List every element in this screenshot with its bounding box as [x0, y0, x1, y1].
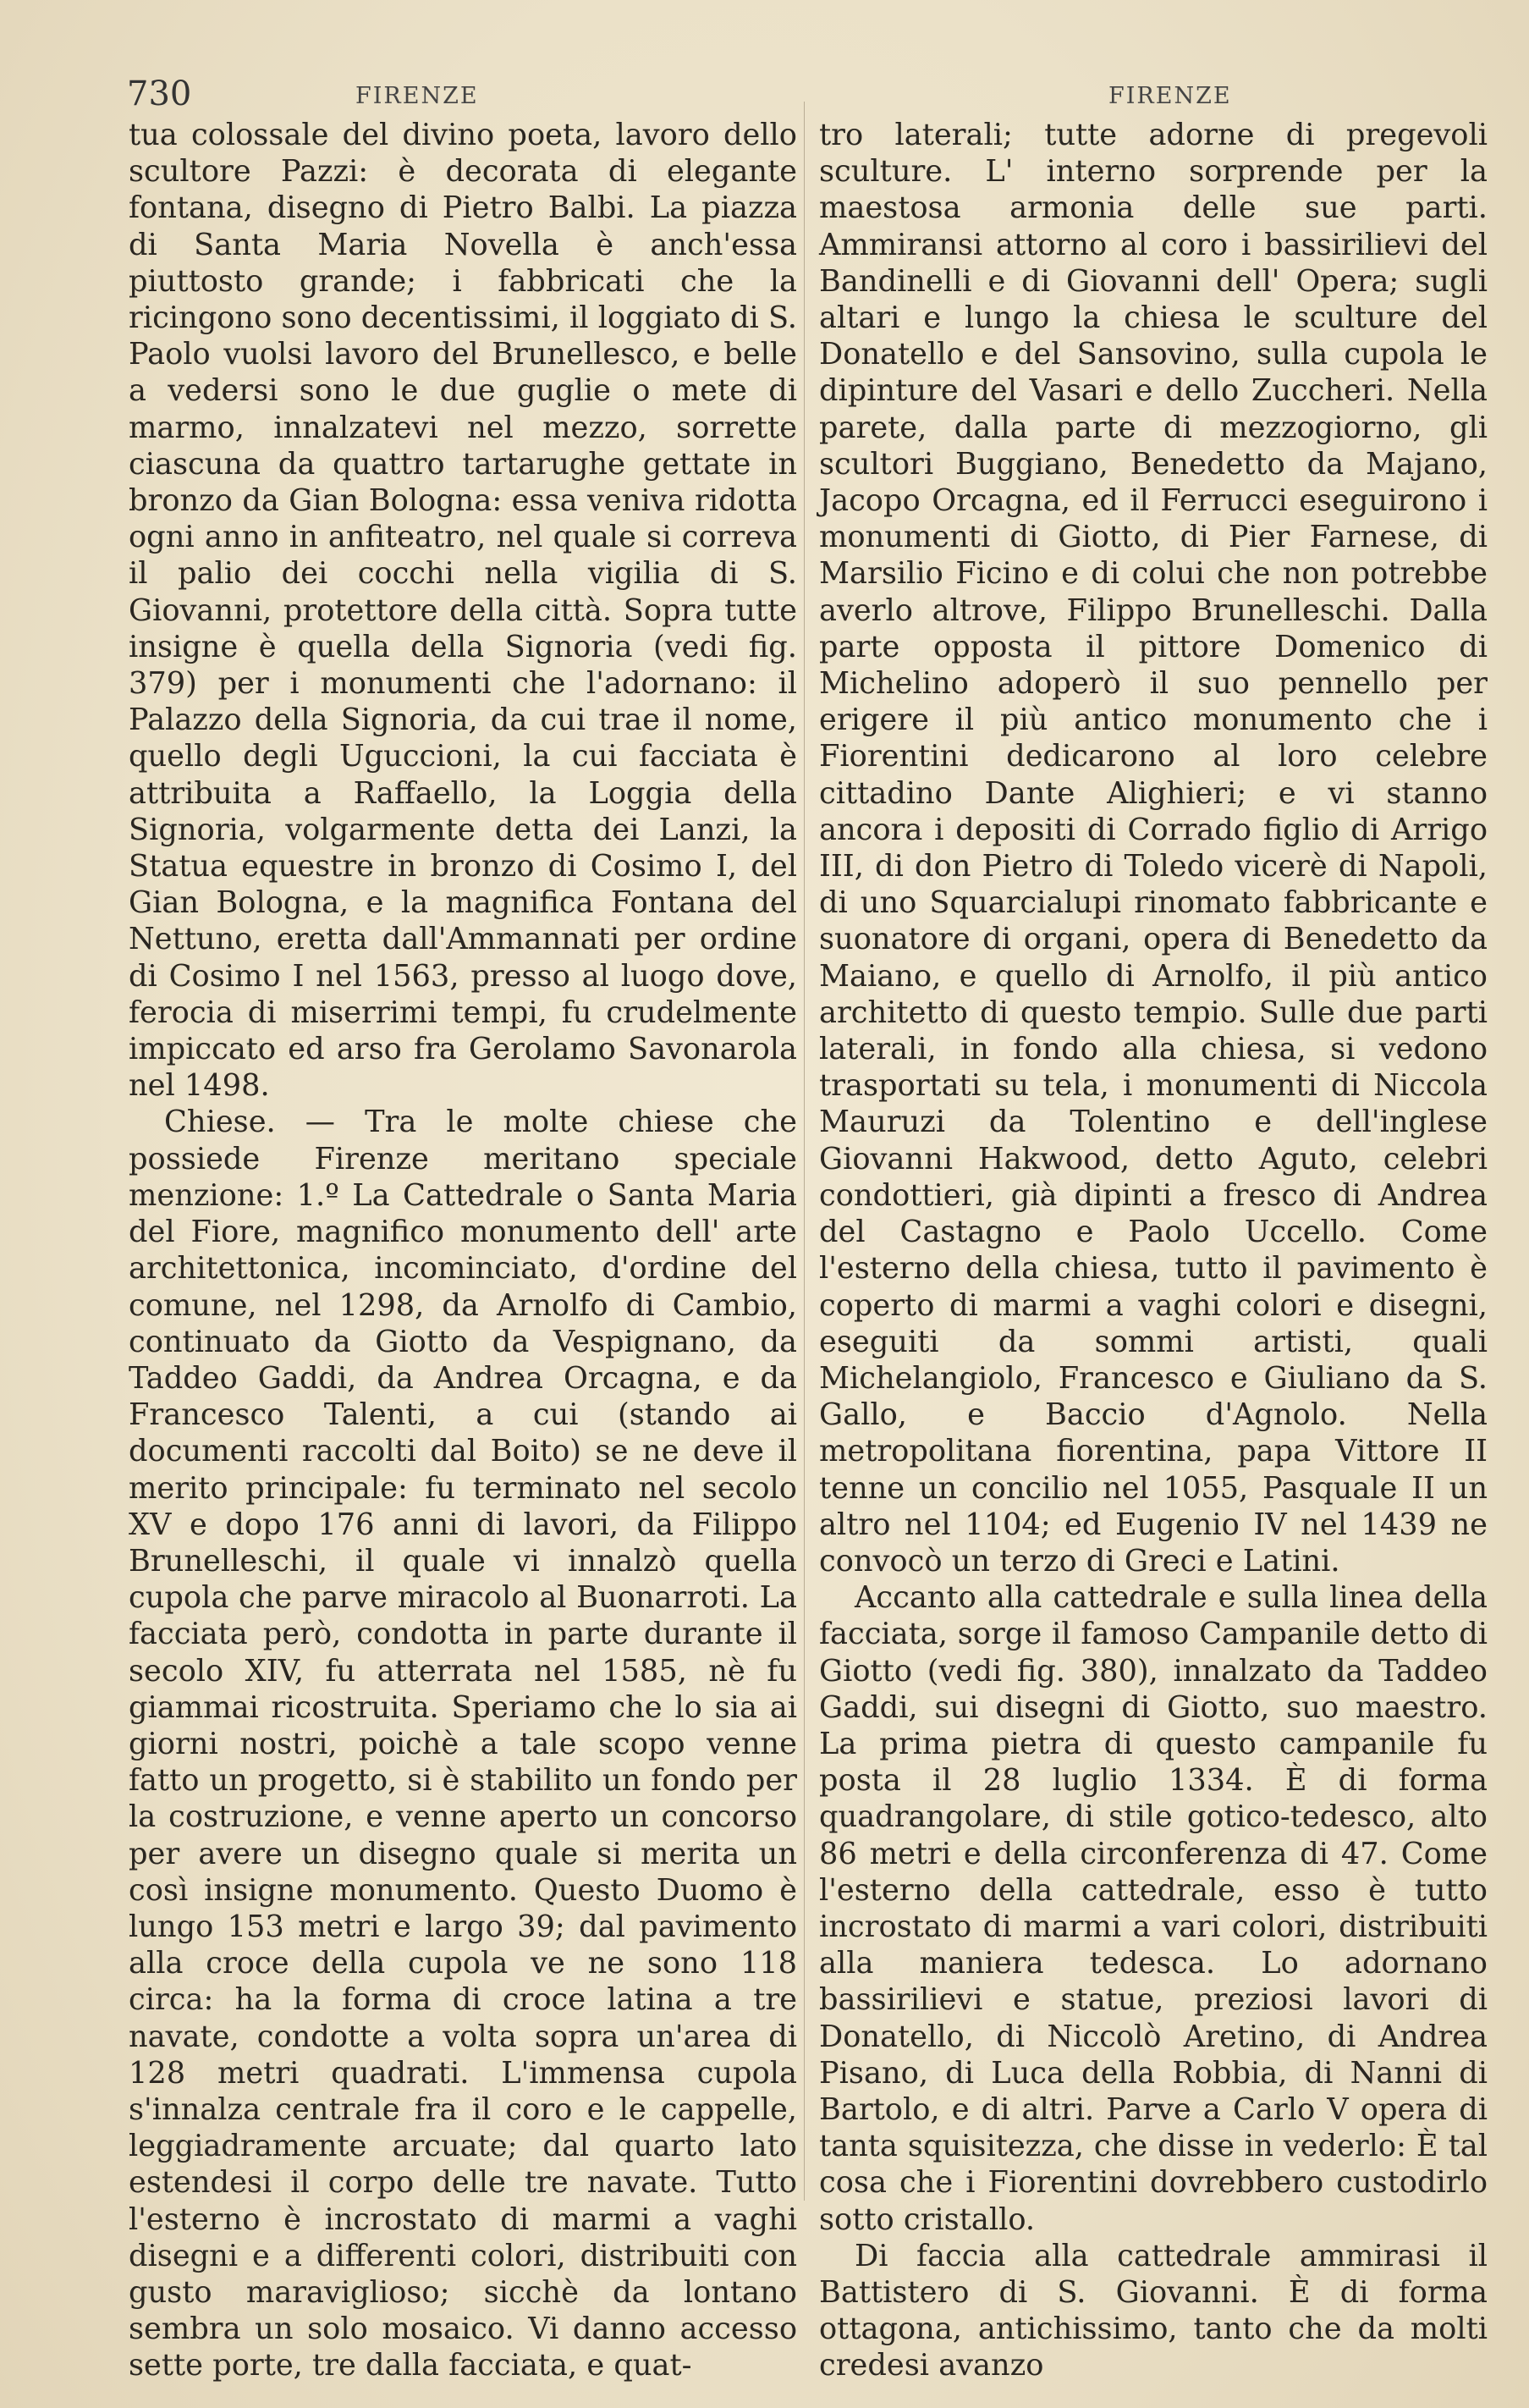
paragraph: Accanto alla cattedrale e sulla linea della facciata, sorge il famoso Campanile detto di Giotto (vedi fig. 380), innalzato da Taddeo Gaddi, sui disegni di Giotto, suo maestro. La prima pietra di questo campanile fu posta il 28 luglio 1334. È di forma quadrangolare, di stile gotico-tedesco, alto 86 metri e della circonferenza di 47. Come l'esterno della cattedrale, esso è tutto incrostato di marmi a vari colori, distribuiti alla maniera tedesca. Lo adornano bassirilievi e statue, preziosi lavori di Donatello, di Niccolò Aretino, di Andrea Pisano, di Luca della Robbia, di Nanni di Bartolo, e di altri. Parve a Carlo V opera di tanta squisitezza, che disse in vederlo: È tal cosa che i Fiorentini dovrebbero custodirlo sotto cristallo. [819, 1580, 1488, 2237]
running-head-right: FIRENZE [1108, 83, 1232, 109]
page-number: 730 [127, 74, 192, 113]
right-column [819, 117, 1488, 2384]
left-column [129, 117, 797, 2384]
column-divider [804, 102, 805, 2201]
running-head-left: FIRENZE [355, 83, 479, 109]
paragraph: tro laterali; tutte adorne di pregevoli sculture. L' interno sorprende per la maestosa armonia delle sue parti. Ammiransi attorno al coro i bassirilievi del Bandinelli e di Giovanni dell' Opera; sugli altari e lungo la chiesa le sculture del Donatello e del Sansovino, sulla cupola le dipinture del Vasari e dello Zuccheri. Nella parete, dalla parte di mezzogiorno, gli scultori Buggiano, Benedetto da Majano, Jacopo Orcagna, ed il Ferrucci eseguirono i monumenti di Giotto, di Pier Farnese, di Marsilio Ficino e di colui che non potrebbe averlo altrove, Filippo Brunelleschi. Dalla parte opposta il pittore Domenico di Michelino adoperò il suo pennello per erigere il più antico monumento che i Fiorentini dedicarono al loro celebre cittadino Dante Alighieri; e vi stanno ancora i depositi di Corrado figlio di Arrigo III, di don Pietro di Toledo vicerè di Napoli, di uno Squarcialupi rinomato fabbricante e suonatore di organi, opera di Benedetto da Maiano, e quello di Arnolfo, il più antico architetto di questo tempio. Sulle due parti laterali, in fondo alla chiesa, si vedono trasportati su tela, i monumenti di Niccola Mauruzi da Tolentino e dell'inglese Giovanni Hakwood, detto Aguto, celebri condottieri, già dipinti a fresco di Andrea del Castagno e Paolo Uccello. Come l'esterno della chiesa, tutto il pavimento è coperto di marmi a vaghi colori e disegni, eseguiti da sommi artisti, quali Michelangiolo, Francesco e Giuliano da S. Gallo, e Baccio d'Agnolo. Nella metropolitana fiorentina, papa Vittore II tenne un concilio nel 1055, Pasquale II un altro nel 1104; ed Eugenio IV nel 1439 ne convocò un terzo di Greci e Latini. [819, 118, 1488, 1579]
paragraph: tua colossale del divino poeta, lavoro dello scultore Pazzi: è decorata di elegante fontana, disegno di Pietro Balbi. La piazza di Santa Maria Novella è anch'essa piuttosto grande; i fabbricati che la ricingono sono decentissimi, il loggiato di S. Paolo vuolsi lavoro del Brunellesco, e belle a vedersi sono le due guglie o mete di marmo, innalzatevi nel mezzo, sorrette ciascuna da quattro tartarughe gettate in bronzo da Gian Bologna: essa veniva ridotta ogni anno in anfiteatro, nel quale si correva il palio dei cocchi nella vigilia di S. Giovanni, protettore della città. Sopra tutte insigne è quella della Signoria (vedi fig. 379) per i monumenti che l'adornano: il Palazzo della Signoria, da cui trae il nome, quello degli Uguccioni, la cui facciata è attribuita a Raffaello, la Loggia della Signoria, volgarmente detta dei Lanzi, la Statua equestre in bronzo di Cosimo I, del Gian Bologna, e la magnifica Fontana del Nettuno, eretta dall'Ammannati per ordine di Cosimo I nel 1563, presso al luogo dove, ferocia di miserrimi tempi, fu crudelmente impiccato ed arso fra Gerolamo Savonarola nel 1498. [129, 118, 797, 1104]
paragraph: Chiese. — Tra le molte chiese che possiede Firenze meritano speciale menzione: 1.º La Cattedrale o Santa Maria del Fiore, magnifico monumento dell' arte architettonica, incominciato, d'ordine del comune, nel 1298, da Arnolfo di Cambio, continuato da Giotto da Vespignano, da Taddeo Gaddi, da Andrea Orcagna, e da Francesco Talenti, a cui (stando ai documenti raccolti dal Boito) se ne deve il merito principale: fu terminato nel secolo XV e dopo 176 anni di lavori, da Filippo Brunelleschi, il quale vi innalzò quella cupola che parve miracolo al Buonarroti. La facciata però, condotta in parte durante il secolo XIV, fu atterrata nel 1585, nè fu giammai ricostruita. Speriamo che lo sia ai giorni nostri, poichè a tale scopo venne fatto un progetto, si è stabilito un fondo per la costruzione, e venne aperto un concorso per avere un disegno quale si merita un così insigne monumento. Questo Duomo è lungo 153 metri e largo 39; dal pavimento alla croce della cupola ve ne sono 118 circa: ha la forma di croce latina a tre navate, condotte a volta sopra un'area di 128 metri quadrati. L'immensa cupola s'innalza centrale fra il coro e le cappelle, leggiadramente arcuate; dal quarto lato estendesi il corpo delle tre navate. Tutto l'esterno è incrostato di marmi a vaghi disegni e a differenti colori, distribuiti con gusto maraviglioso; sicchè da lontano sembra un solo mosaico. Vi danno accesso sette porte, tre dalla facciata, e quat- [129, 1105, 797, 2383]
paragraph: Di faccia alla cattedrale ammirasi il Battistero di S. Giovanni. È di forma ottagona, antichissimo, tanto che da molti credesi avanzo [819, 2238, 1488, 2383]
